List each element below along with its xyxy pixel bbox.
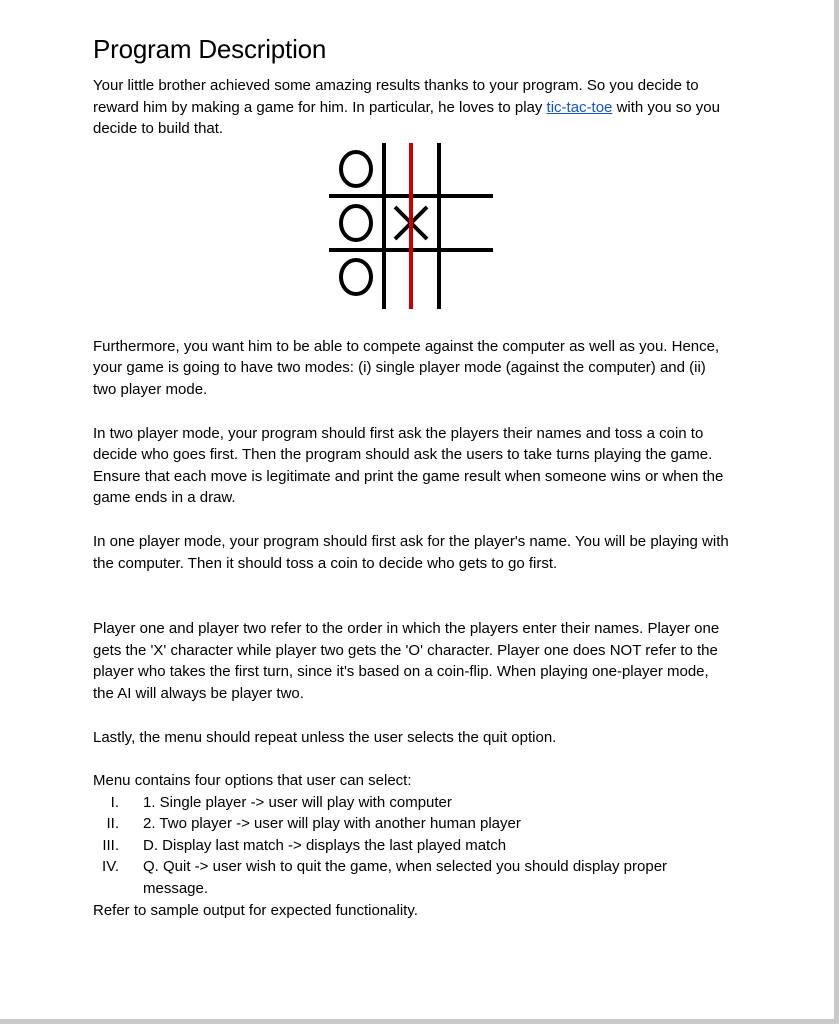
- list-item-text: D. Display last match -> displays the last played match: [143, 836, 507, 854]
- list-item-text: Q. Quit -> user wish to quit the game, when selected you should display proper message.: [143, 858, 668, 898]
- two-player-paragraph: In two player mode, your program should first ask the players their names and toss a coin to decide who goes first. Then the program should ask the users to take turns playing the game. Ensure that each move is legitimate and print the game result when someone wins or when the game ends in a draw.: [93, 424, 724, 507]
- modes-paragraph: Furthermore, you want him to be able to compete against the computer as well as you. Hence, your game is going to have two modes: (i) single player mode (against the computer) and (ii) two player mode.: [93, 337, 720, 398]
- intro-text-end: with you so you decide to build that.: [93, 98, 720, 138]
- list-item-number: I.: [110, 793, 119, 811]
- one-player-paragraph: In one player mode, your program should first ask for the player's name. You will be playing with the computer. Then it should toss a coin to decide who gets to go first.: [93, 532, 729, 572]
- list-item-text: 2. Two player -> user will play with another human player: [143, 815, 521, 833]
- menu-options-list: [93, 792, 733, 900]
- page-edge-bottom: [0, 1019, 839, 1024]
- o-mark: [341, 260, 371, 294]
- refer-paragraph: Refer to sample output for expected functionality.: [93, 901, 418, 919]
- intro-text-start: Your little brother achieved some amazing results thanks to your program. So you decide to reward him by making a game for him. In particular, he loves to play: [93, 77, 699, 116]
- list-item-number: III.: [102, 836, 119, 854]
- list-item-text: 1. Single player -> user will play with computer: [143, 793, 452, 811]
- tic-tac-toe-board-icon: [329, 143, 499, 313]
- o-mark: [341, 152, 371, 186]
- list-item: [93, 856, 733, 899]
- page-edge-right: [834, 0, 839, 1024]
- o-mark: [341, 206, 371, 240]
- document-body: [93, 32, 733, 921]
- list-item-number: II.: [106, 815, 119, 833]
- lastly-paragraph: Lastly, the menu should repeat unless the user selects the quit option.: [93, 728, 557, 746]
- list-item: [93, 835, 733, 857]
- player-order-paragraph: Player one and player two refer to the order in which the players enter their names. Player one gets the 'X' character while player two gets the 'O' character. Player one does NOT refer to the player who takes the first turn, since it's based on a coin-flip. When playing one-player mode, the AI will always be player two.: [93, 620, 720, 702]
- list-item: [93, 792, 733, 814]
- list-item-number: IV.: [102, 858, 119, 876]
- tic-tac-toe-figure: [93, 143, 733, 313]
- menu-intro-paragraph: Menu contains four options that user can select:: [93, 772, 412, 790]
- page-title: Program Description: [93, 34, 327, 64]
- tic-tac-toe-link[interactable]: tic-tac-toe: [546, 98, 613, 116]
- intro-paragraph: [93, 75, 733, 140]
- list-item: [93, 813, 733, 835]
